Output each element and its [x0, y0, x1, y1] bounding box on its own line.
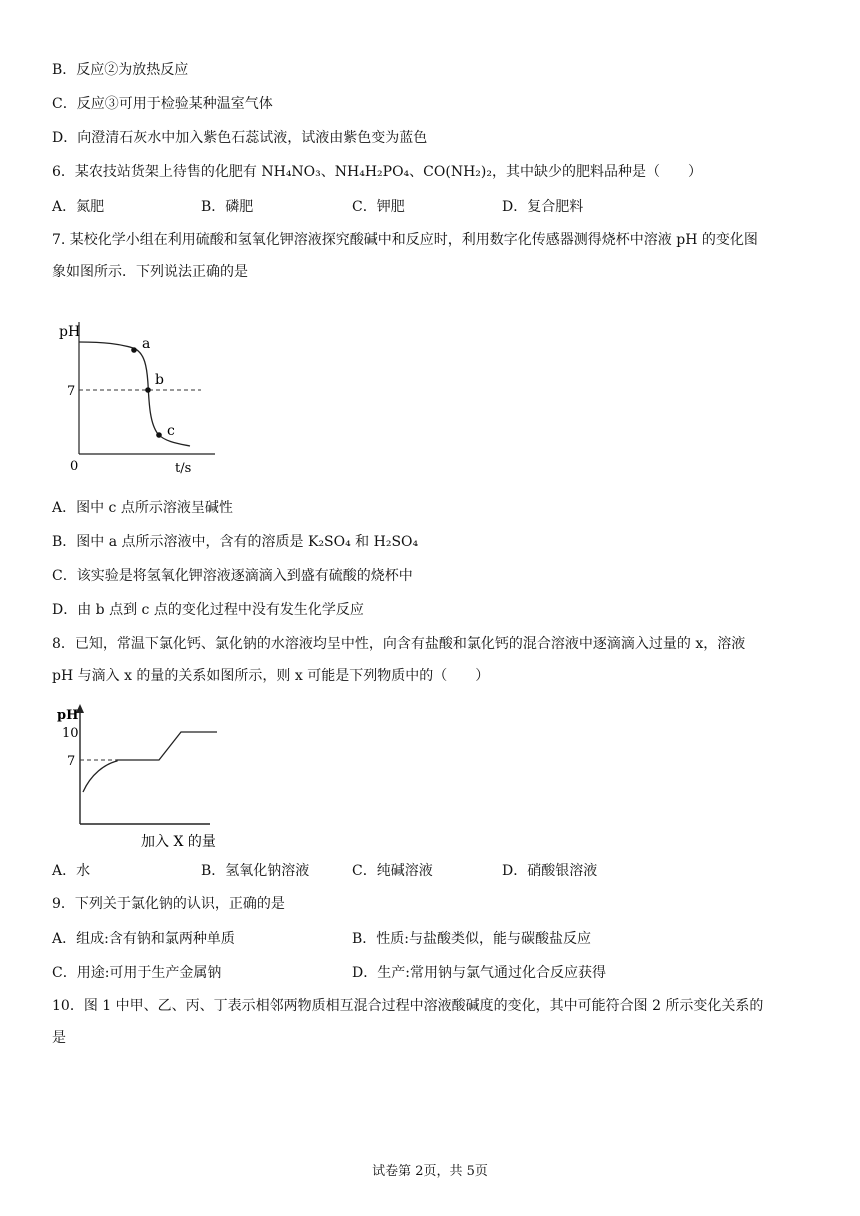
q7-option-c: C．该实验是将氢氧化钾溶液逐滴滴入到盛有硫酸的烧杯中	[52, 568, 413, 584]
page-footer: 试卷第 2页，共 5页	[372, 1164, 488, 1179]
q9-option-d: D．生产:常用钠与氯气通过化合反应获得	[352, 965, 606, 981]
q5-option-b: B．反应②为放热反应	[52, 62, 189, 78]
q10-stem-line2: 是	[52, 1030, 66, 1046]
q8-tick-10: 10	[62, 726, 79, 741]
q8-x-axis-label: 加入 X 的量	[141, 834, 216, 850]
q7-label-a: a	[142, 336, 151, 352]
q7-option-a: A．图中 c 点所示溶液呈碱性	[52, 500, 233, 516]
q7-option-d: D．由 b 点到 c 点的变化过程中没有发生化学反应	[52, 602, 364, 618]
q5-option-d: D．向澄清石灰水中加入紫色石蕊试液，试液由紫色变为蓝色	[52, 130, 428, 146]
q7-origin-label: 0	[70, 459, 79, 474]
q6-option-d: D．复合肥料	[502, 199, 584, 215]
q8-option-d: D．硝酸银溶液	[502, 863, 598, 879]
q8-option-c: C．纯碱溶液	[352, 863, 433, 879]
q7-x-axis-label: t/s	[175, 461, 192, 476]
q7-label-c: c	[167, 423, 175, 439]
q7-tick-7: 7	[67, 384, 76, 399]
q9-option-c: C．用途:可用于生产金属钠	[52, 965, 222, 981]
q7-stem-line2: 象如图所示．下列说法正确的是	[52, 264, 248, 280]
q7-option-b: B．图中 a 点所示溶液中，含有的溶质是 K₂SO₄ 和 H₂SO₄	[52, 534, 419, 550]
q9-stem: 9．下列关于氯化钠的认识，正确的是	[52, 896, 285, 912]
q7-y-axis-label: pH	[59, 324, 81, 340]
q7-ph-figure	[55, 314, 225, 476]
q8-stem-line1: 8．已知，常温下氯化钙、氯化钠的水溶液均呈中性，向含有盐酸和氯化钙的混合溶液中逐滴滴入过量的 x，溶液	[52, 636, 746, 652]
q8-option-b: B．氢氧化钠溶液	[201, 863, 310, 879]
q10-stem-line1: 10．图 1 中甲、乙、丙、丁表示相邻两物质相互混合过程中溶液酸碱度的变化，其中可能符合图 2 所示变化关系的	[52, 998, 764, 1014]
q7-point-c	[156, 432, 162, 438]
q9-option-b: B．性质:与盐酸类似，能与碳酸盐反应	[352, 931, 592, 947]
q6-stem: 6．某农技站货架上待售的化肥有 NH₄NO₃、NH₄H₂PO₄、CO(NH₂)₂，其中缺少的肥料品种是（ ）	[52, 164, 702, 180]
q8-tick-7: 7	[67, 754, 76, 769]
q8-stem-line2: pH 与滴入 x 的量的关系如图所示，则 x 可能是下列物质中的（ ）	[52, 668, 490, 684]
q6-option-c: C．钾肥	[352, 199, 405, 215]
q8-option-a: A．水	[52, 863, 91, 879]
q5-option-c: C．反应③可用于检验某种温室气体	[52, 96, 273, 112]
q9-option-a: A．组成:含有钠和氯两种单质	[52, 931, 235, 947]
q7-label-b: b	[155, 372, 164, 388]
q7-point-b	[145, 387, 151, 393]
q6-option-a: A．氮肥	[52, 199, 105, 215]
q8-y-axis-label: pH	[57, 708, 79, 723]
q6-option-b: B．磷肥	[201, 199, 254, 215]
q7-stem-line1: 7. 某校化学小组在利用硫酸和氢氧化钾溶液探究酸碱中和反应时，利用数字化传感器测得烧杯中溶液 pH 的变化图	[52, 232, 758, 248]
q8-ph-curve	[83, 732, 217, 792]
q7-point-a	[131, 347, 137, 353]
q8-ph-figure	[55, 700, 230, 852]
